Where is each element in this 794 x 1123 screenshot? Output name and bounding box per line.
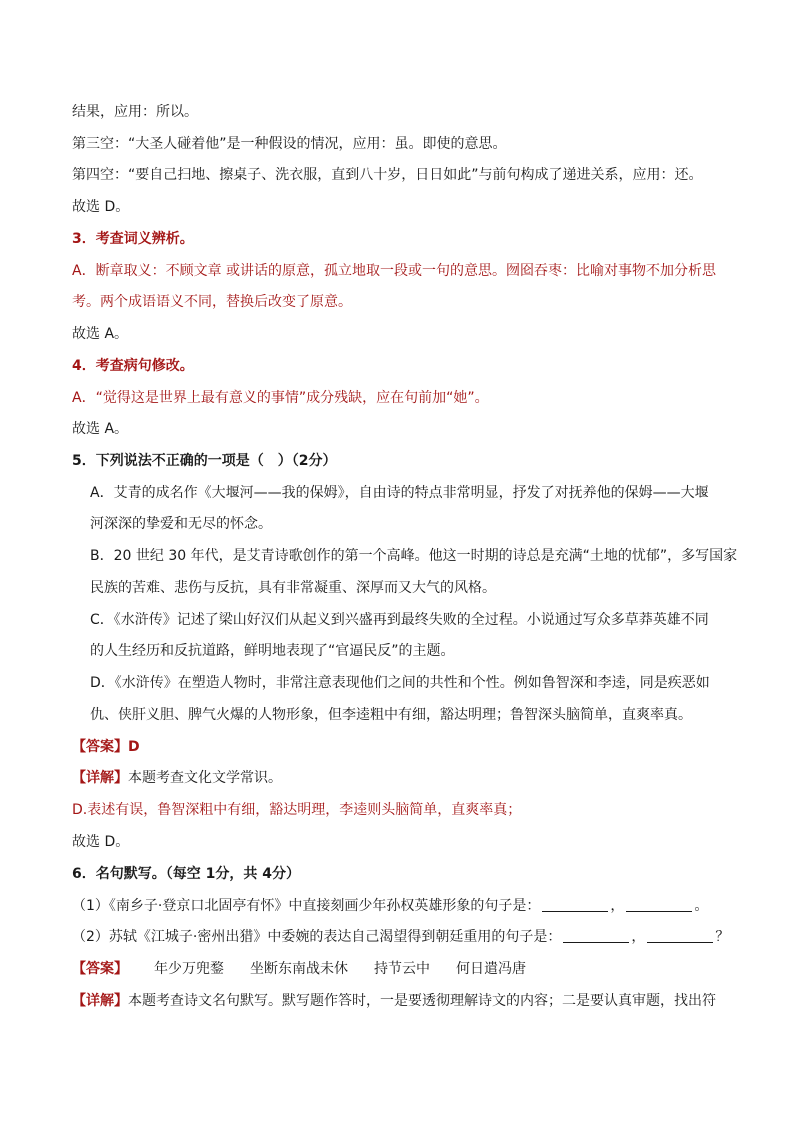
question-6-item-1-text: （1）《南乡子·登京口北固亭有怀》中直接刻画少年孙权英雄形象的句子是： <box>72 898 541 914</box>
option-a-line: A．艾青的成名作《大堰河——我的保姆》，自由诗的特点非常明显，抒发了对抚养他的保姆——大堰 <box>90 485 709 501</box>
question-6-heading: 6．名句默写。（每空 1分，共 4分） <box>72 866 300 882</box>
text-line: 结果，应用：所以。 <box>72 104 198 120</box>
text-line: 故选 A。 <box>72 326 129 342</box>
end-punct: 。 <box>694 898 709 914</box>
separator: ， <box>631 929 646 945</box>
detail-text: 本题考查诗文名句默写。默写题作答时，一是要透彻理解诗文的内容；二是要认真审题，找出符 <box>128 993 716 1009</box>
separator: ， <box>610 898 625 914</box>
detail-label: 【详解】 <box>72 770 128 786</box>
detail-text: 本题考查文化文学常识。 <box>128 770 282 786</box>
text-line: 故选 A。 <box>72 421 129 437</box>
answer-3-line: A．断章取义：不顾文章 或讲话的原意，孤立地取一段或一句的意思。囫囵吞枣：比喻对事物不加分析思 <box>72 263 717 279</box>
text-line: 故选 D。 <box>72 199 130 215</box>
detail-5-explanation: D.表述有误，鲁智深粗中有细，豁达明理，李逵则头脑简单，直爽率真； <box>72 802 522 818</box>
question-5-heading: 5．下列说法不正确的一项是（ ）（2分） <box>72 453 337 469</box>
answer-3-line: 考。两个成语语义不同，替换后改变了原意。 <box>72 294 352 310</box>
option-d-line: D．《水浒传》在塑造人物时，非常注意表现他们之间的共性和个性。例如鲁智深和李逵，同是疾恶如 <box>90 675 710 691</box>
detail-label: 【详解】 <box>72 993 128 1009</box>
answer-item: 坐断东南战未休 <box>250 961 348 977</box>
text-line: 第三空：“大圣人碰着他”是一种假设的情况，应用：虽。即使的意思。 <box>72 136 507 152</box>
answer-value: D <box>128 739 140 755</box>
detail-5-line <box>72 768 722 788</box>
fill-blank[interactable] <box>626 897 692 912</box>
question-6-item-1 <box>72 896 722 916</box>
option-c-line: C．《水浒传》记述了梁山好汉们从起义到兴盛再到最终失败的全过程。小说通过写众多草莽英雄不同 <box>90 612 709 628</box>
answer-item: 持节云中 <box>374 961 430 977</box>
text-line: 故选 D。 <box>72 834 130 850</box>
question-6-item-2-text: （2）苏轼《江城子·密州出猎》中委婉的表达自己渴望得到朝廷重用的句子是： <box>72 929 562 945</box>
answer-5-line <box>72 737 722 757</box>
option-b-line: B．20 世纪 30 年代，是艾青诗歌创作的第一个高峰。他这一时期的诗总是充满“土地的忧郁”，多写国家 <box>90 548 738 564</box>
question-6-item-2 <box>72 927 730 947</box>
fill-blank[interactable] <box>647 928 713 943</box>
end-punct: ？ <box>715 929 730 945</box>
answer-4-line: A．“觉得这是世界上最有意义的事情”成分残缺，应在句前加“她”。 <box>72 390 489 406</box>
answer-item: 何日遣冯唐 <box>456 961 526 977</box>
answer-item: 年少万兜鍪 <box>154 961 224 977</box>
question-4-heading: 4．考查病句修改。 <box>72 358 194 374</box>
detail-6-line <box>72 991 722 1011</box>
fill-blank[interactable] <box>542 897 608 912</box>
answer-6-line <box>72 959 722 979</box>
fill-blank[interactable] <box>563 928 629 943</box>
question-3-heading: 3．考查词义辨析。 <box>72 231 194 247</box>
answer-label: 【答案】 <box>72 739 128 755</box>
option-d-line: 仇、侠肝义胆、脾气火爆的人物形象，但李逵粗中有细，豁达明理；鲁智深头脑简单，直爽率真。 <box>90 707 692 723</box>
answer-label: 【答案】 <box>72 961 128 977</box>
option-a-line: 河深深的挚爱和无尽的怀念。 <box>90 516 272 532</box>
text-line: 第四空：“要自己扫地、擦桌子、洗衣服，直到八十岁，日日如此”与前句构成了递进关系，应用：还。 <box>72 167 703 183</box>
option-c-line: 的人生经历和反抗道路，鲜明地表现了“官逼民反”的主题。 <box>90 643 455 659</box>
option-b-line: 民族的苦难、悲伤与反抗，具有非常凝重、深厚而又大气的风格。 <box>90 580 496 596</box>
